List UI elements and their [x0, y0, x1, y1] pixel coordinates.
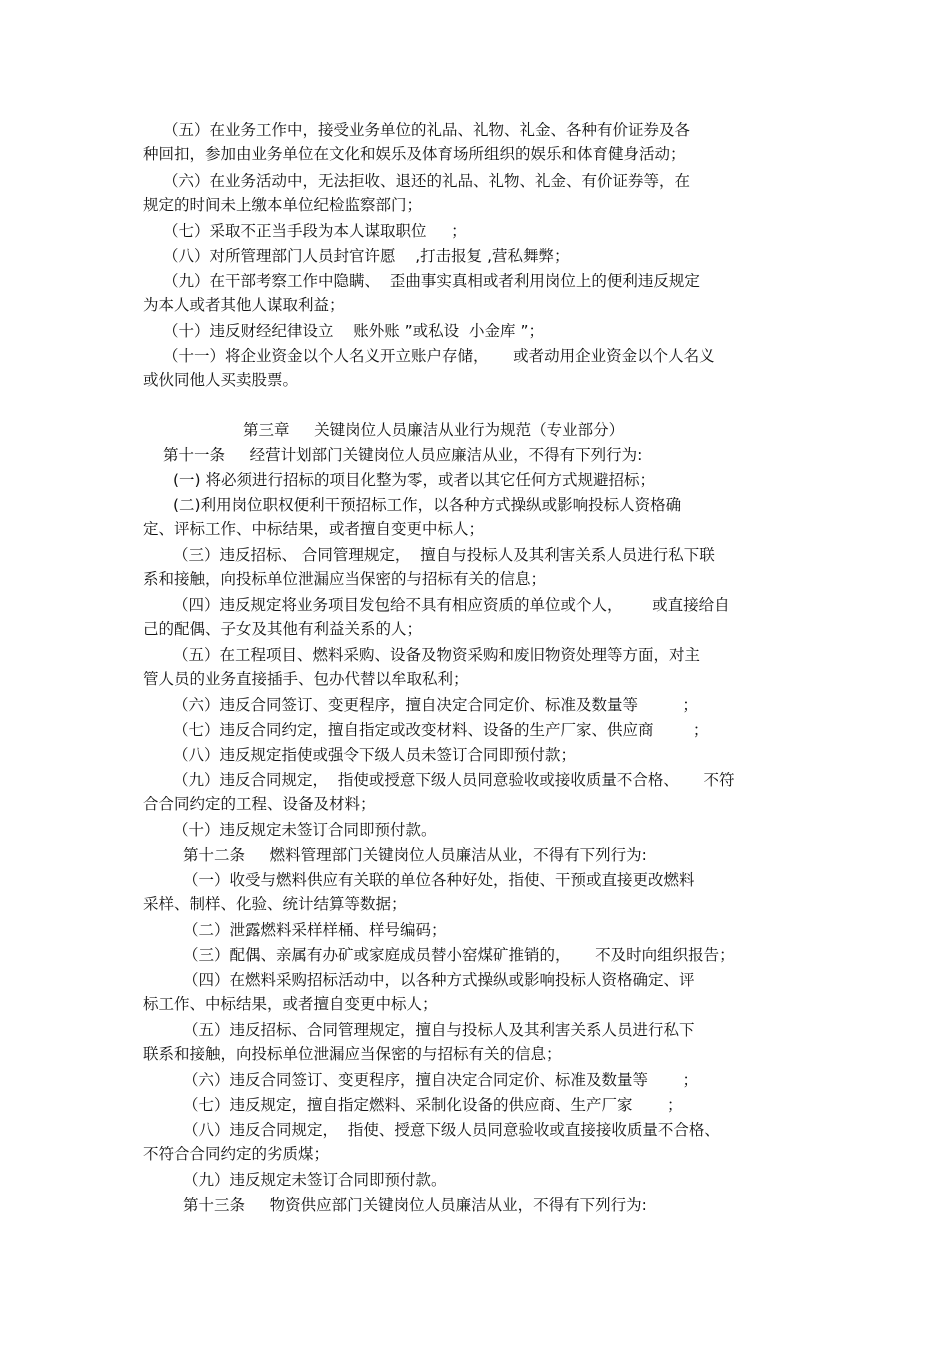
item-11-line-2: 或伙同他人买卖股票。	[143, 371, 299, 389]
art12-item-1-line-1: （一）收受与燃料供应有关联的单位各种好处，指使、干预或直接更改燃料	[183, 871, 695, 889]
art11-item-4-line-1: （四）违反规定将业务项目发包给不具有相应资质的单位或个人， 或直接给自	[173, 596, 730, 614]
item-11-line-1: （十一）将企业资金以个人名义开立账户存储， 或者动用企业资金以个人名义	[163, 347, 715, 365]
art11-item-5-line-2: 管人员的业务直接插手、包办代替以牟取私利；	[143, 670, 469, 688]
art11-item-7: （七）违反合同约定，擅自指定或改变材料、设备的生产厂家、供应商 ；	[173, 721, 709, 739]
art11-item-3-line-1: （三）违反招标、 合同管理规定， 擅自与投标人及其利害关系人员进行私下联	[173, 546, 715, 564]
art11-item-8: （八）违反规定指使或强令下级人员未签订合同即预付款；	[173, 746, 577, 764]
article-11-heading: 第十一条 经营计划部门关键岗位人员应廉洁从业，不得有下列行为:	[163, 446, 643, 464]
item-6-line-1: （六）在业务活动中，无法拒收、退还的礼品、礼物、礼金、有价证券等，在	[163, 172, 691, 190]
item-9-line-1: （九）在干部考察工作中隐瞒、 歪曲事实真相或者利用岗位上的便利违反规定	[163, 272, 700, 290]
art12-item-5-line-2: 联系和接触，向投标单位泄漏应当保密的与招标有关的信息；	[143, 1045, 562, 1063]
art11-item-2-line-1: (二)利用岗位职权便利干预招标工作，以各种方式操纵或影响投标人资格确	[173, 496, 682, 514]
chapter-title: 第三章 关键岗位人员廉洁从业行为规范（专业部分）	[243, 421, 625, 439]
art11-item-2-line-2: 定、评标工作、中标结果，或者擅自变更中标人；	[143, 520, 485, 538]
item-7: （七）采取不正当手段为本人谋取职位 ；	[163, 222, 467, 240]
art11-item-9-line-2: 合合同约定的工程、设备及材料；	[143, 795, 376, 813]
item-5-line-1: （五）在业务工作中，接受业务单位的礼品、礼物、礼金、各种有价证券及各	[163, 121, 691, 139]
article-13-heading: 第十三条 物资供应部门关键岗位人员廉洁从业，不得有下列行为:	[183, 1196, 647, 1214]
art12-item-9: （九）违反规定未签订合同即预付款。	[183, 1171, 447, 1189]
art12-item-7: （七）违反规定，擅自指定燃料、采制化设备的供应商、生产厂家 ；	[183, 1096, 683, 1114]
art11-item-5-line-1: （五）在工程项目、燃料采购、设备及物资采购和废旧物资处理等方面，对主	[173, 646, 701, 664]
item-5-line-2: 种回扣，参加由业务单位在文化和娱乐及体育场所组织的娱乐和体育健身活动；	[143, 145, 686, 163]
art12-item-2: （二）泄露燃料采样样桶、样号编码；	[183, 921, 447, 939]
art11-item-6: （六）违反合同签订、变更程序，擅自决定合同定价、标准及数量等 ；	[173, 696, 698, 714]
item-6-line-2: 规定的时间未上缴本单位纪检监察部门；	[143, 196, 423, 214]
art12-item-4-line-2: 标工作、中标结果，或者擅自变更中标人；	[143, 995, 438, 1013]
art12-item-5-line-1: （五）违反招标、合同管理规定，擅自与投标人及其利害关系人员进行私下	[183, 1021, 695, 1039]
item-9-line-2: 为本人或者其他人谋取利益；	[143, 296, 345, 314]
art11-item-4-line-2: 己的配偶、子女及其他有利益关系的人；	[143, 620, 423, 638]
article-12-heading: 第十二条 燃料管理部门关键岗位人员廉洁从业，不得有下列行为:	[183, 846, 647, 864]
art12-item-8-line-2: 不符合合同约定的劣质煤；	[143, 1145, 330, 1163]
art12-item-1-line-2: 采样、制样、化验、统计结算等数据；	[143, 895, 407, 913]
item-10: （十）违反财经纪律设立 账外账 ”或私设 小金库 ”；	[163, 322, 544, 340]
art11-item-1: (一) 将必须进行招标的项目化整为零，或者以其它任何方式规避招标；	[173, 471, 656, 489]
art11-item-3-line-2: 系和接触，向投标单位泄漏应当保密的与招标有关的信息；	[143, 570, 547, 588]
art12-item-3: （三）配偶、亲属有办矿或家庭成员替小窑煤矿推销的， 不及时向组织报告；	[183, 946, 735, 964]
art11-item-10: （十）违反规定未签订合同即预付款。	[173, 821, 437, 839]
art12-item-6: （六）违反合同签订、变更程序，擅自决定合同定价、标准及数量等 ；	[183, 1071, 698, 1089]
art12-item-4-line-1: （四）在燃料采购招标活动中，以各种方式操纵或影响投标人资格确定、评	[183, 971, 695, 989]
art11-item-9-line-1: （九）违反合同规定， 指使或授意下级人员同意验收或接收质量不合格、 不符	[173, 771, 735, 789]
art12-item-8-line-1: （八）违反合同规定， 指使、授意下级人员同意验收或直接接收质量不合格、	[183, 1121, 720, 1139]
item-8: （八）对所管理部门人员封官许愿 ,打击报复 ,营私舞弊；	[163, 247, 570, 265]
